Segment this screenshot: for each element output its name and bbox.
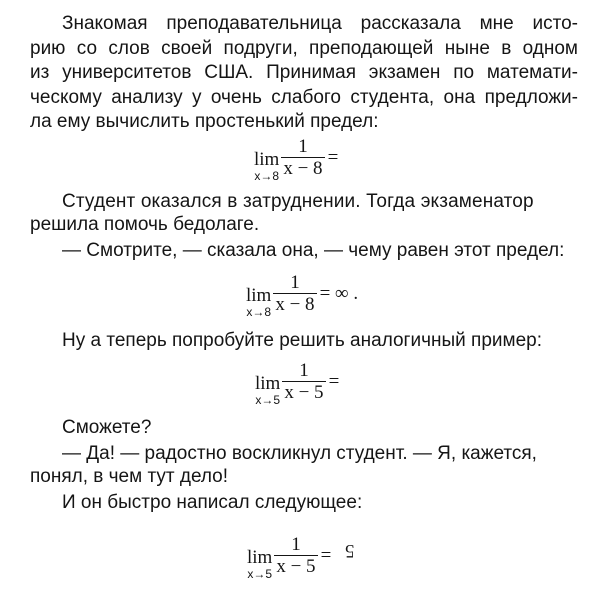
lim-subscript: x→8 — [246, 305, 272, 319]
limit-operator — [247, 532, 272, 580]
paragraph-intro — [30, 12, 578, 135]
text-line: И он быстро написал следующее: — [62, 492, 363, 513]
fraction — [273, 272, 316, 316]
formula-limit-x-to-8 — [254, 134, 338, 182]
lim-subscript: x→5 — [247, 567, 273, 581]
limit-operator — [255, 358, 280, 406]
lim-word: lim — [246, 285, 272, 306]
fraction — [282, 360, 325, 404]
limit-operator — [246, 270, 271, 318]
lim-word: lim — [247, 547, 273, 568]
limit-operator — [254, 134, 279, 182]
text-line: Сможете? — [62, 417, 152, 438]
rotated-five-answer: 5 — [345, 540, 355, 561]
text-line: Знакомая преподавательница рассказала мне исто- — [62, 13, 578, 34]
text-line: ла ему вычислить простенький предел: — [30, 111, 379, 133]
equals-infinity: = ∞ . — [319, 283, 359, 304]
denominator: x − 5 — [276, 556, 316, 578]
numerator: 1 — [298, 135, 308, 157]
lim-word: lim — [254, 149, 280, 170]
text-line: — Смотрите, — сказала она, — чему равен этот предел: — [62, 240, 565, 261]
denominator: x − 5 — [284, 382, 324, 404]
equals-sign: = — [327, 147, 339, 168]
text-line: ческому анализу у очень слабого студента, она предложи- — [30, 86, 578, 108]
text-line: из университетов США. Принимая экзамен по математи- — [30, 62, 578, 84]
denominator: x − 8 — [283, 158, 323, 180]
text-line: понял, в чем тут дело! — [30, 466, 229, 487]
equals-sign: = — [328, 371, 340, 392]
numerator: 1 — [291, 533, 301, 555]
numerator: 1 — [290, 271, 300, 293]
denominator: x − 8 — [275, 294, 315, 316]
fraction — [274, 534, 317, 578]
formula-limit-answer — [247, 532, 355, 580]
lim-subscript: x→8 — [254, 169, 280, 183]
numerator: 1 — [299, 359, 309, 381]
text-line: Студент оказался в затруднении. Тогда экзаменатор — [62, 191, 534, 212]
formula-limit-infinity — [246, 270, 358, 318]
fraction — [281, 136, 324, 180]
lim-subscript: x→5 — [255, 393, 281, 407]
text-line: — Да! — радостно воскликнул студент. — Я, кажется, — [62, 443, 537, 464]
text-line: рию со слов своей подруги, преподающей ныне в одном — [30, 37, 578, 59]
text-line: Ну а теперь попробуйте решить аналогичный пример: — [62, 330, 542, 351]
equals-sign: = — [320, 545, 332, 566]
text-line: решила помочь бедолаге. — [30, 214, 260, 235]
formula-limit-x-to-5 — [255, 358, 339, 406]
lim-word: lim — [255, 373, 281, 394]
